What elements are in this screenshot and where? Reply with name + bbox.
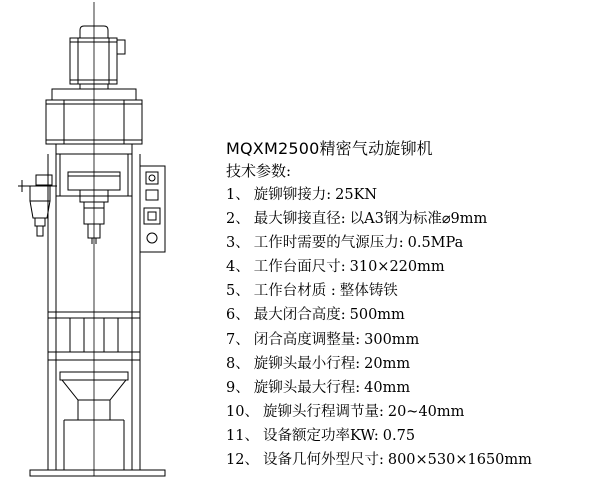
spec-item-value: 25KN — [335, 187, 378, 203]
control-box — [140, 166, 165, 252]
spec-item-value: 20mm — [364, 355, 411, 372]
spec-subtitle: 技术参数: — [226, 162, 292, 180]
spec-item — [226, 424, 598, 448]
spec-item-number: 9、 — [226, 379, 250, 396]
spec-item-value: 800×530×1650mm — [387, 452, 532, 469]
spec-item — [226, 352, 598, 376]
spec-item — [226, 207, 598, 231]
spec-item-number: 12、 — [226, 452, 259, 469]
spec-item — [226, 448, 598, 472]
spec-item-label: 工作台材质 : — [253, 283, 336, 300]
spec-item — [226, 279, 598, 303]
spec-item-label: 旋铆头最小行程: — [253, 355, 361, 372]
spec-item-value: 整体铸铁 — [339, 283, 398, 300]
spec-item-label: 工作台面尺寸: — [253, 259, 346, 276]
spec-item-label: 旋铆头行程调节量: — [262, 403, 384, 420]
spec-item-value: 以A3钢为标准⌀9mm — [349, 211, 488, 228]
spec-item-number: 7、 — [226, 331, 250, 348]
spec-item-number: 1、 — [226, 187, 250, 203]
spec-item — [226, 328, 598, 352]
spec-item — [226, 183, 598, 207]
spec-item — [226, 303, 598, 327]
motor — [70, 26, 125, 89]
spec-item — [226, 376, 598, 400]
spec-item-value: 500mm — [349, 307, 405, 324]
spec-item-number: 10、 — [226, 403, 259, 420]
spec-item-value: 0.75 — [382, 427, 416, 444]
spec-item-label: 设备几何外型尺寸: — [262, 452, 384, 469]
spec-item — [226, 231, 598, 255]
spec-item-label: 设备额定功率KW: — [262, 427, 379, 444]
spec-list — [226, 183, 598, 472]
spec-item-number: 4、 — [226, 259, 250, 276]
spec-item-label: 最大铆接直径: — [253, 211, 346, 228]
spec-item-number: 5、 — [226, 283, 250, 300]
spec-item-value: 300mm — [364, 331, 420, 348]
spec-item-label: 旋铆铆接力: — [253, 187, 332, 203]
spec-item-label: 旋铆头最大行程: — [253, 379, 361, 396]
spec-title: MQXM2500精密气动旋铆机 — [226, 139, 433, 158]
spec-item-value: 20~40mm — [387, 403, 465, 420]
spec-item — [226, 255, 598, 279]
spec-item-number: 11、 — [226, 427, 259, 444]
spec-item-value: 0.5MPa — [407, 235, 464, 252]
spec-item-label: 闭合高度调整量: — [253, 331, 361, 348]
spec-item-number: 2、 — [226, 211, 250, 228]
spec-item — [226, 400, 598, 424]
spec-item-value: 40mm — [364, 379, 411, 396]
base-plate — [30, 470, 165, 476]
spec-item-value: 310×220mm — [349, 259, 445, 276]
spec-item-label: 工作时需要的气源压力: — [253, 235, 404, 252]
spec-item-number: 6、 — [226, 307, 250, 324]
spec-item-number: 8、 — [226, 355, 250, 372]
spec-panel — [226, 139, 598, 472]
spec-item-label: 最大闭合高度: — [253, 307, 346, 324]
spec-item-number: 3、 — [226, 235, 250, 252]
air-filter-regulator — [18, 175, 57, 236]
